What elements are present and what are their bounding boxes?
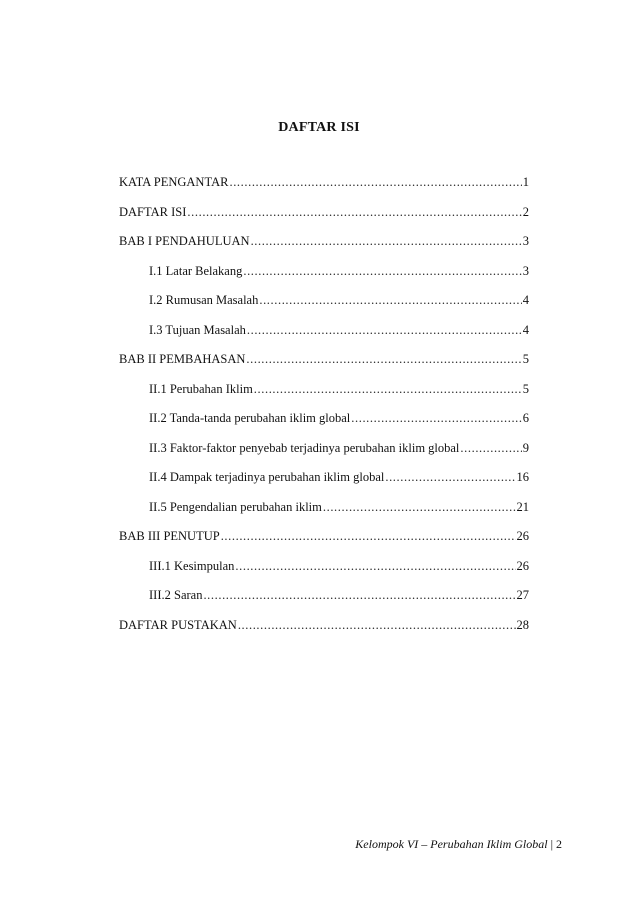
toc-leader-dots (247, 321, 522, 339)
toc-entry-page: 4 (522, 323, 529, 337)
toc-entry-page: 2 (522, 205, 529, 219)
toc-entry-label: I.1 Latar Belakang (149, 264, 243, 278)
toc-leader-dots (238, 616, 516, 634)
toc-entry-label: I.2 Rumusan Masalah (149, 293, 259, 307)
toc-entry-page: 6 (522, 411, 529, 425)
toc-entry-page: 26 (516, 559, 529, 573)
toc-subentry (149, 291, 529, 309)
toc-entry-label: III.1 Kesimpulan (149, 559, 235, 573)
toc-entry-page: 26 (516, 529, 529, 543)
toc-subentry (149, 380, 529, 398)
page-footer (355, 837, 562, 852)
page-title: DAFTAR ISI (278, 120, 360, 135)
toc-entry-label: BAB I PENDAHULUAN (119, 234, 250, 248)
toc-subentry (149, 321, 529, 339)
toc-subentry (149, 468, 529, 486)
toc-leader-dots (221, 527, 516, 545)
toc-entry-label: II.2 Tanda-tanda perubahan iklim global (149, 411, 351, 425)
toc-subentry (149, 262, 529, 280)
footer-text: Kelompok VI – Perubahan Iklim Global (355, 837, 548, 851)
toc-leader-dots (229, 173, 521, 191)
toc-leader-dots (251, 232, 522, 250)
toc-entry-page: 3 (522, 264, 529, 278)
toc-entry-page: 1 (522, 175, 529, 189)
toc-entry-page: 3 (522, 234, 529, 248)
toc-entry-label: BAB II PEMBAHASAN (119, 352, 246, 366)
toc-leader-dots (246, 350, 521, 368)
toc-entry (119, 616, 529, 634)
toc-entry-label: II.1 Perubahan Iklim (149, 382, 253, 396)
toc-entry-label: II.5 Pengendalian perubahan iklim (149, 500, 322, 514)
toc-subentry (149, 586, 529, 604)
toc-leader-dots (323, 498, 516, 516)
toc-entry-page: 21 (516, 500, 529, 514)
toc-leader-dots (243, 262, 521, 280)
toc-entry-label: II.4 Dampak terjadinya perubahan iklim global (149, 470, 385, 484)
toc-leader-dots (235, 557, 515, 575)
toc-leader-dots (351, 409, 521, 427)
toc-entry-page: 5 (522, 352, 529, 366)
toc-entry-page: 16 (516, 470, 529, 484)
toc-entry-label: I.3 Tujuan Masalah (149, 323, 246, 337)
toc-entry (119, 350, 529, 368)
toc-entry (119, 232, 529, 250)
toc-entry-page: 4 (522, 293, 529, 307)
footer-page-number: | 2 (550, 837, 562, 851)
toc-leader-dots (254, 380, 522, 398)
toc-leader-dots (203, 586, 515, 604)
toc-entry-page: 9 (522, 441, 529, 455)
toc-entry-label: II.3 Faktor-faktor penyebab terjadinya perubahan iklim global (149, 441, 460, 455)
toc-leader-dots (385, 468, 515, 486)
toc-entry-label: DAFTAR PUSTAKAN (119, 618, 237, 632)
toc-subentry (149, 557, 529, 575)
toc-leader-dots (187, 203, 521, 221)
toc-entry-page: 28 (516, 618, 529, 632)
toc-entry-label: DAFTAR ISI (119, 205, 187, 219)
toc-entry (119, 527, 529, 545)
toc-entry-page: 27 (516, 588, 529, 602)
toc-subentry (149, 439, 529, 457)
toc-leader-dots (259, 291, 521, 309)
toc-leader-dots (460, 439, 521, 457)
toc-entry-page: 5 (522, 382, 529, 396)
toc-entry-label: III.2 Saran (149, 588, 203, 602)
toc-subentry (149, 498, 529, 516)
toc-subentry (149, 409, 529, 427)
toc-entry (119, 173, 529, 191)
toc-entry-label: KATA PENGANTAR (119, 175, 229, 189)
toc-entry-label: BAB III PENUTUP (119, 529, 220, 543)
toc-entry (119, 203, 529, 221)
